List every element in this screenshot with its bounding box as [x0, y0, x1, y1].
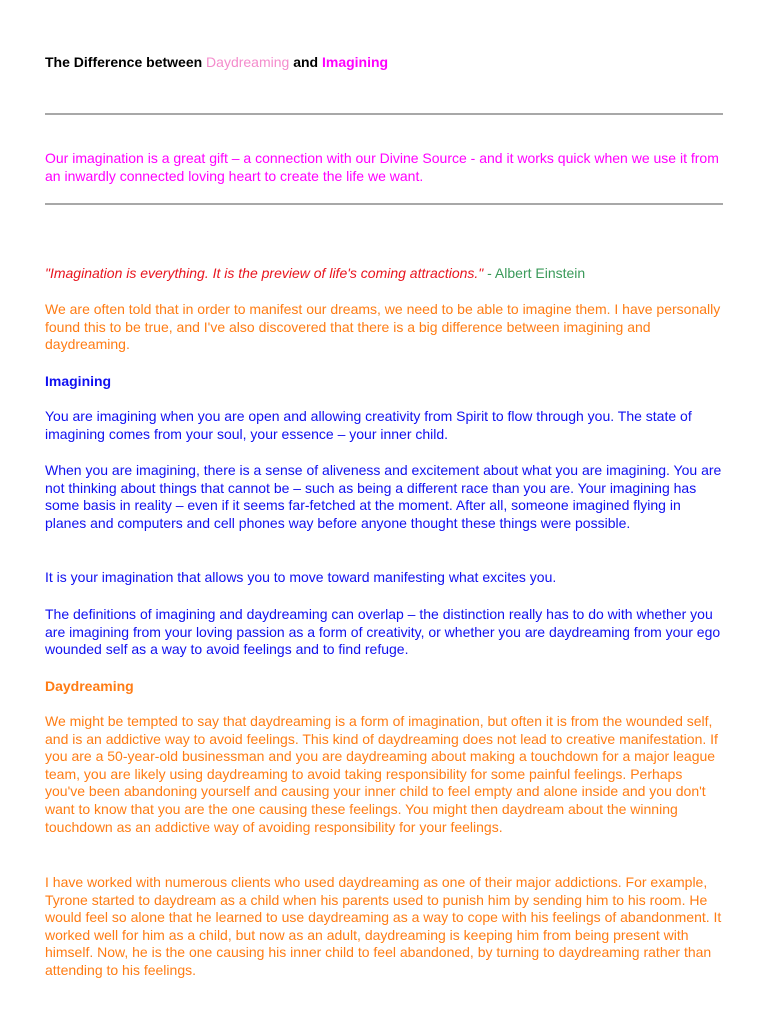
- daydreaming-paragraph-2: I have worked with numerous clients who used daydreaming as one of their major addictions. For example, Tyrone started to daydream as a child when his parents used to punish him by sending him to his room. He would feel so alone that he learned to use daydreaming as a way to cope with his feelings of abandonment. It worked well for him as a child, but now as an adult, daydreaming is keeping him from being present with himself. Now, he is the one causing his inner child to feel abandoned, by turning to daydreaming rather than attending to his feelings.: [45, 874, 722, 978]
- daydreaming-heading: Daydreaming: [45, 678, 134, 694]
- imagining-heading: Imagining: [45, 373, 112, 389]
- title-connector: and: [289, 54, 322, 70]
- title-prefix: The Difference between: [45, 54, 207, 70]
- title-daydreaming-word: Daydreaming: [206, 54, 290, 70]
- daydreaming-paragraph-1: We might be tempted to say that daydreaming is a form of imagination, but often it is from the wounded self, and is an addictive way to avoid feelings. This kind of daydreaming does not lead to creative manifestation. If you are a 50-year-old businessman and you are daydreaming about making a touchdown for a major league team, you are likely using daydreaming to avoid taking responsibility for some painful feelings. Perhaps you've been abandoning yourself and causing your inner child to feel empty and alone inside and you don't want to know that you are the one causing these feelings. You might then daydream about the winning touchdown as an addictive way of avoiding responsibility for your feelings.: [45, 713, 718, 835]
- imagining-paragraph-2: When you are imagining, there is a sense of aliveness and excitement about what you are imagining. You are not thinking about things that cannot be – such as being a different race than you are. Your imagining has some basis in reality – even if it seems far-fetched at the moment. After all, someone imagined flying in planes and computers and cell phones way before anyone thought these things were possible.: [45, 462, 722, 531]
- quote-author: - Albert Einstein: [483, 265, 586, 281]
- top-divider: [45, 113, 723, 115]
- quote-text: "Imagination is everything. It is the preview of life's coming attractions.": [45, 265, 484, 281]
- imagining-paragraph-4: The definitions of imagining and daydreaming can overlap – the distinction really has to do with whether you are imagining from your loving passion as a form of creativity, or whether you are daydreaming from your ego wounded self as a way to avoid feelings and to find refuge.: [45, 606, 721, 658]
- opening-paragraph: We are often told that in order to manifest our dreams, we need to be able to imagine them. I have personally found this to be true, and I've also discovered that there is a big difference between imagining and daydreaming.: [45, 301, 721, 353]
- einstein-quote: [45, 265, 585, 283]
- imagining-paragraph-3: It is your imagination that allows you to move toward manifesting what excites you.: [45, 569, 557, 585]
- bottom-divider: [45, 203, 723, 205]
- intro-paragraph: Our imagination is a great gift – a connection with our Divine Source - and it works quick when we use it from an inwardly connected loving heart to create the life we want.: [45, 150, 719, 184]
- title-imagining-word: Imagining: [321, 54, 389, 70]
- imagining-paragraph-1: You are imagining when you are open and allowing creativity from Spirit to flow through you. The state of imagining comes from your soul, your essence – your inner child.: [45, 408, 692, 442]
- document-title: [45, 54, 388, 72]
